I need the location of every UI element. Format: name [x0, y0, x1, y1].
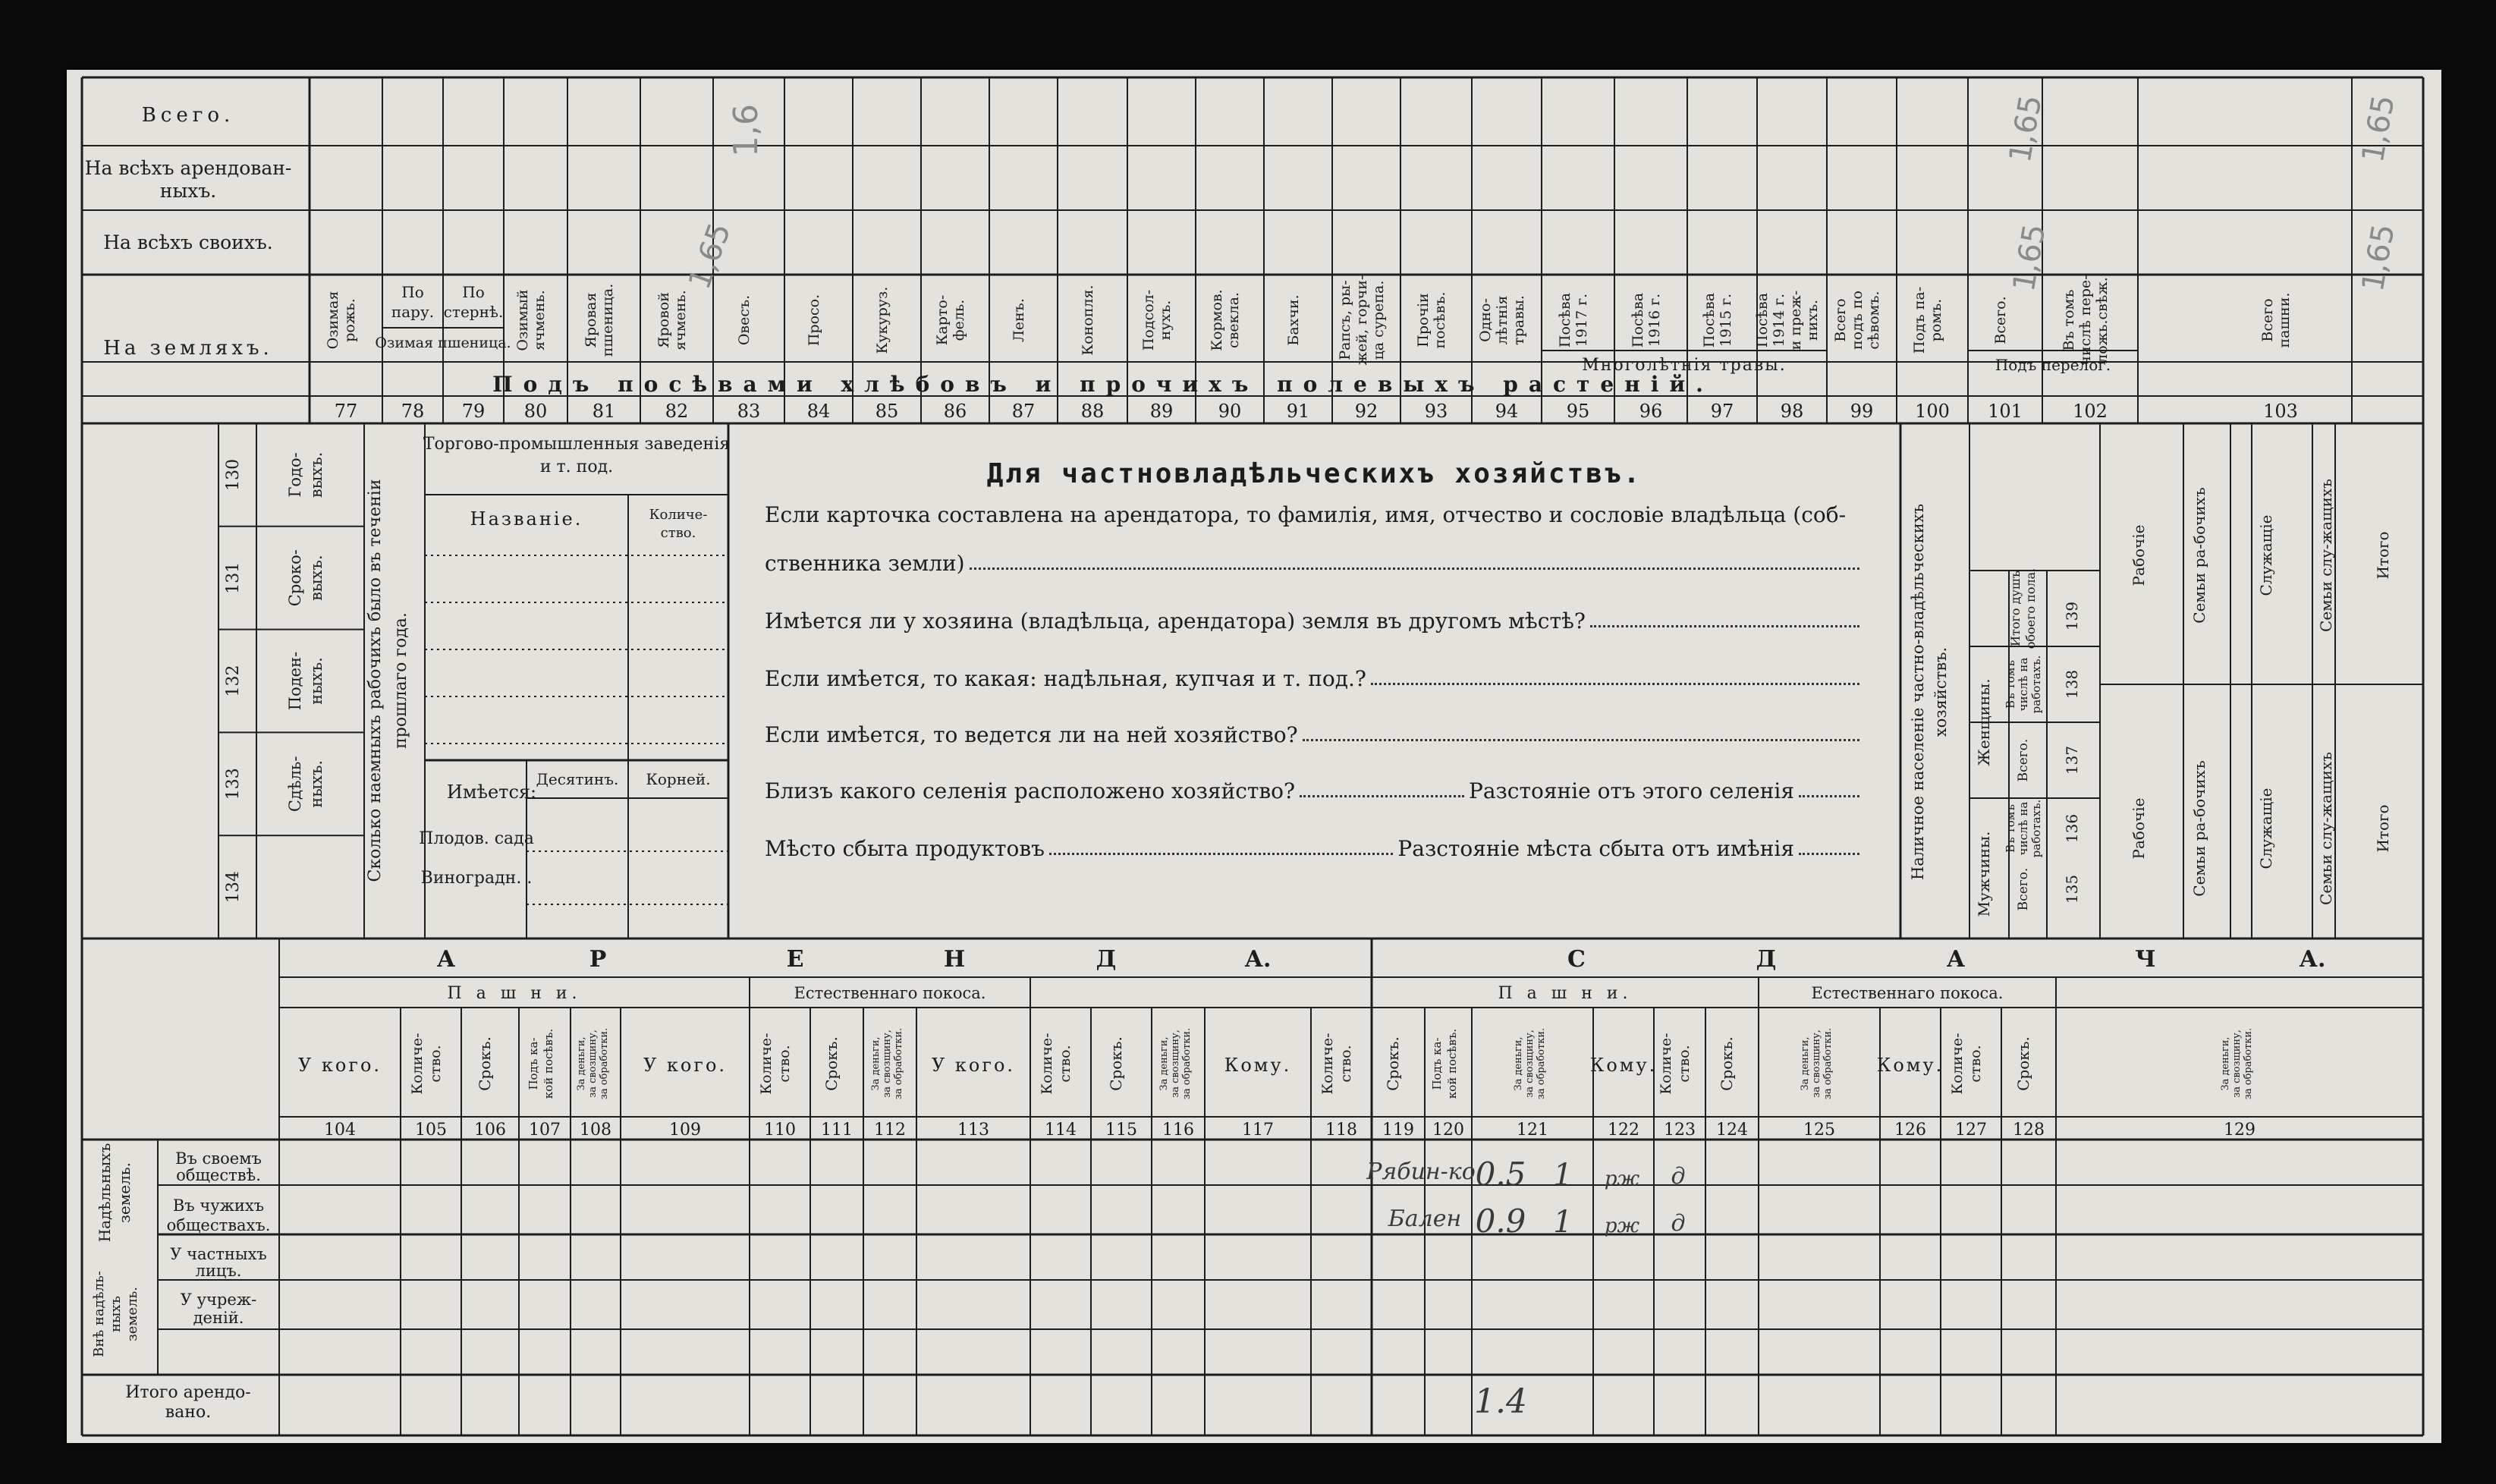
lease-header-who: У кого.: [643, 1055, 728, 1076]
trade-vineyards-label: Виноградн. .: [420, 869, 533, 888]
crop-header-fallow: Подъ перелог.: [1995, 356, 2111, 374]
lease-header-money: за обработки.: [599, 1027, 610, 1100]
crop-header-c95: 1917 г.: [1573, 293, 1590, 347]
crop-header-c85: Кукуруз.: [874, 286, 891, 354]
row-institutions-2: деній.: [193, 1309, 244, 1327]
question-owner-cont: [765, 551, 1864, 576]
column-number-77: 77: [334, 401, 358, 422]
lease-column-number-129: 129: [2224, 1121, 2256, 1140]
lease-header-crop: кой посѣвъ.: [542, 1028, 555, 1099]
question-market-distance-text: Разстояніе мѣста сбыта отъ имѣнія: [1397, 836, 1794, 861]
crop-header-c78: По: [401, 283, 424, 301]
crop-header-c77: Озимая: [325, 291, 341, 350]
column-number-89: 89: [1149, 401, 1174, 422]
column-number-80: 80: [523, 401, 548, 422]
crop-header-c91: Бахчи.: [1285, 294, 1302, 346]
answer-line-land-type[interactable]: [1371, 683, 1859, 685]
crop-header-c82: Яровой: [655, 292, 672, 348]
crop-header-c89: Подсол-: [1140, 289, 1157, 351]
crop-header-winter-wheat: Озимая пшеница.: [375, 335, 511, 351]
population-col-bottom-4: Итого: [2374, 804, 2392, 853]
column-number-94: 94: [1495, 401, 1519, 422]
trade-qty-header-2: ство.: [660, 525, 696, 541]
crop-header-c98: и преж-: [1787, 290, 1804, 351]
answer-line-distance[interactable]: [1799, 795, 1859, 797]
population-col-top-4: Итого: [2374, 531, 2392, 580]
column-number-83: 83: [737, 401, 761, 422]
lease-column-number-106: 106: [474, 1121, 506, 1140]
pencil-note-col99-own: 1,65: [2006, 221, 2053, 294]
column-number-96: 96: [1639, 401, 1663, 422]
crop-header-c93: Прочіи: [1415, 293, 1432, 347]
lease-column-number-124: 124: [1716, 1121, 1748, 1140]
crop-header-c94: травы.: [1510, 295, 1527, 345]
handwritten-terms-2: д: [1671, 1210, 1686, 1237]
lease-header-qty: Количе-: [1319, 1033, 1336, 1095]
row-non-nadel-group: земель.: [124, 1286, 140, 1342]
row-other-community: Въ чужихъ: [172, 1196, 265, 1215]
lease-header-money: За деньги,: [1800, 1036, 1811, 1091]
crop-header-c102: ложь.свѣж.: [2094, 277, 2111, 363]
crop-header-c96: Посѣва: [1630, 292, 1646, 348]
crop-header-c94: лѣтнія: [1494, 295, 1510, 345]
crop-header-c103: пашни.: [2276, 292, 2293, 348]
lease-header-who: У кого.: [931, 1055, 1016, 1076]
crop-header-c97: 1915 г.: [1718, 293, 1734, 347]
lease-header-money: За деньги,: [576, 1036, 587, 1091]
lease-header-qty: Количе-: [1658, 1033, 1674, 1095]
pencil-note-col99: 1,65: [2002, 92, 2049, 165]
population-col-138: 138: [2063, 669, 2081, 700]
sublease-meadow-header: Естественнаго покоса.: [1811, 984, 2004, 1002]
band-sdacha-letter: Ч: [2135, 946, 2156, 973]
row-nadel-group: Надѣльныхъ: [96, 1143, 114, 1243]
worker-type-label: Поден-: [286, 651, 304, 711]
worker-col-number-131: 131: [224, 561, 243, 594]
population-col-136: 136: [2063, 813, 2081, 844]
population-men-label: Мужчины.: [1975, 831, 1993, 917]
lease-column-number-115: 115: [1105, 1121, 1137, 1140]
lease-header-qty: ство.: [1967, 1045, 1984, 1083]
lease-header-money: за обработки.: [893, 1027, 904, 1100]
population-title: Наличное населеніе частно-владѣльческихъ: [1909, 503, 1927, 881]
lease-column-number-111: 111: [821, 1121, 853, 1140]
question-land-type-text: Если имѣется, то какая: надѣльная, купчая и т. под.?: [765, 666, 1366, 691]
population-men-workers: Въ томъ: [2004, 804, 2017, 853]
lease-column-number-122: 122: [1608, 1121, 1639, 1140]
lease-header-money: за обработки.: [2243, 1027, 2254, 1100]
question-village-text: Близъ какого селенія расположено хозяйство?: [765, 778, 1296, 803]
population-col-top-3: Семьи слу-жащихъ: [2317, 479, 2335, 632]
crop-header-c97: Посѣва: [1701, 292, 1718, 348]
trade-header: Торгово-промышленныя заведенія: [423, 435, 731, 454]
column-number-95: 95: [1566, 401, 1590, 422]
row-private-persons: У частныхъ: [170, 1245, 267, 1263]
lease-arable-header: П а ш н и.: [447, 984, 582, 1003]
population-col-top-2: Служащіе: [2257, 514, 2275, 596]
population-col-139: 139: [2063, 601, 2081, 631]
lease-column-number-119: 119: [1382, 1121, 1414, 1140]
crop-header-c87: Ленъ.: [1011, 298, 1027, 342]
column-number-91: 91: [1286, 401, 1310, 422]
crop-header-c96: 1916 г.: [1646, 293, 1663, 347]
row-own-community-2: обществѣ.: [176, 1166, 261, 1184]
lease-header-term: Срокъ.: [1107, 1036, 1125, 1091]
lease-column-number-118: 118: [1325, 1121, 1357, 1140]
handwritten-qty-2: 0.9: [1475, 1203, 1526, 1240]
answer-line-other-land[interactable]: [1590, 625, 1859, 627]
column-number-82: 82: [665, 401, 689, 422]
crop-header-c92: жей, горчи-: [1353, 275, 1370, 366]
pencil-note-col103-own: 1,65: [2355, 221, 2402, 294]
worker-type-label: ныхъ.: [307, 657, 325, 705]
answer-line-village[interactable]: [1300, 795, 1464, 797]
column-number-102: 102: [2073, 401, 2108, 422]
column-number-99: 99: [1850, 401, 1874, 422]
population-men-total: Всего.: [2016, 867, 2031, 911]
census-card-sheet: [67, 70, 2441, 1443]
lease-header-term: Срокъ.: [476, 1036, 494, 1091]
pencil-note-col103: 1,65: [2355, 92, 2402, 165]
crop-header-c81: пшеница.: [599, 283, 616, 357]
crop-header-c99: Всего: [1832, 298, 1849, 342]
lease-header-term: Срокъ.: [1718, 1036, 1736, 1091]
question-market: [765, 836, 1864, 861]
lease-header-qty: ство.: [1676, 1045, 1693, 1083]
sublease-arable-header: П а ш н и.: [1498, 984, 1633, 1003]
population-women-workers: работахъ.: [2029, 655, 2043, 714]
lease-header-qty: Количе-: [409, 1033, 426, 1095]
question-owner-text: Если карточка составлена на арендатора, то фамилія, имя, отчество и сословіе владѣльца (соб-: [765, 502, 1847, 527]
column-number-103: 103: [2263, 401, 2298, 422]
row-non-nadel-group: ныхъ: [108, 1296, 124, 1332]
lease-header-qty: Количе-: [1949, 1033, 1966, 1095]
handwritten-name-2: Бален: [1388, 1206, 1462, 1232]
band-sdacha-letter: С: [1567, 946, 1586, 973]
crop-header-c93: посѣвъ.: [1432, 291, 1448, 349]
crop-header-c83: Овесъ.: [736, 294, 753, 346]
worker-type-label: выхъ.: [307, 555, 325, 601]
lease-header-money: За деньги,: [1158, 1036, 1170, 1091]
answer-line-market-distance[interactable]: [1799, 853, 1859, 855]
lease-header-crop: Подъ ка-: [1430, 1037, 1444, 1090]
trade-orchards-label: Плодов. сада: [419, 829, 534, 848]
row-label-all-own: На всѣхъ своихъ.: [103, 231, 273, 253]
workers-question: Сколько наемныхъ рабочихъ было въ теченіи: [366, 479, 385, 882]
population-total-souls: Итого душъ: [2008, 571, 2023, 646]
question-market-text: Мѣсто сбыта продуктовъ: [765, 836, 1045, 861]
trade-header-2: и т. под.: [539, 457, 614, 476]
lease-column-number-120: 120: [1432, 1121, 1464, 1140]
population-total-souls: обоего пола.: [2023, 568, 2038, 649]
trade-name-header: Названіе.: [470, 508, 583, 530]
population-col-bottom-2: Служащіе: [2257, 788, 2275, 869]
handwritten-total-qty: 1.4: [1474, 1382, 1527, 1421]
population-col-top-0: Рабочіе: [2130, 524, 2148, 586]
column-number-93: 93: [1424, 401, 1448, 422]
worker-col-number-132: 132: [224, 665, 243, 697]
lease-header-term: Срокъ.: [822, 1036, 841, 1091]
worker-type-label: выхъ.: [307, 451, 325, 498]
column-number-81: 81: [592, 401, 616, 422]
lease-header-money: за свозщину,: [2231, 1030, 2243, 1098]
crop-header-c102: Въ томъ: [2061, 289, 2077, 351]
lease-column-number-123: 123: [1664, 1121, 1696, 1140]
population-title: хозяйствъ.: [1932, 646, 1950, 737]
worker-type-label: Годо-: [286, 452, 304, 498]
band-under-crops: Подъ посѣвами хлѣбовъ и прочихъ полевыхъ растеній.: [492, 372, 1714, 397]
population-women-label: Женщины.: [1975, 678, 1993, 766]
lease-header-who: Кому.: [1589, 1055, 1658, 1076]
workers-question: прошлаго года.: [391, 612, 410, 749]
worker-col-number-130: 130: [224, 458, 243, 491]
lease-header-qty: ство.: [427, 1045, 444, 1083]
crop-header-c90: Кормов.: [1209, 289, 1225, 351]
population-col-135: 135: [2063, 874, 2081, 904]
lease-header-term: Срокъ.: [2014, 1036, 2032, 1091]
lease-column-number-126: 126: [1894, 1121, 1926, 1140]
crop-header-c98: Посѣва: [1754, 292, 1771, 348]
lease-header-money: за свозщину,: [882, 1030, 893, 1098]
lease-header-money: За деньги,: [870, 1036, 882, 1091]
lease-column-number-105: 105: [415, 1121, 447, 1140]
row-institutions: У учреж-: [180, 1291, 257, 1309]
lease-header-who: Кому.: [1876, 1055, 1944, 1076]
handwritten-qty-1: 0.5: [1475, 1155, 1526, 1193]
crop-header-c99: подъ по: [1849, 290, 1866, 351]
crop-header-c89: нухъ.: [1157, 300, 1174, 341]
band-arenda-letter: Д: [1096, 946, 1117, 973]
column-number-87: 87: [1011, 401, 1036, 422]
question-farming: [765, 722, 1864, 747]
lease-header-who: Кому.: [1224, 1055, 1292, 1076]
lease-column-number-113: 113: [957, 1121, 989, 1140]
question-owner: [765, 502, 1864, 527]
answer-line-farming[interactable]: [1303, 739, 1859, 741]
population-col-137: 137: [2063, 745, 2081, 775]
worker-type-label: ныхъ.: [307, 760, 325, 808]
population-women-workers: Въ томъ: [2004, 660, 2017, 709]
lease-column-number-109: 109: [669, 1121, 701, 1140]
lease-header-term: Срокъ.: [1384, 1036, 1402, 1091]
lease-column-number-125: 125: [1803, 1121, 1835, 1140]
population-women-total: Всего.: [2016, 738, 2031, 782]
trade-dessiat-header: Десятинъ.: [536, 770, 619, 788]
column-number-85: 85: [875, 401, 899, 422]
handwritten-term-2: 1: [1553, 1205, 1573, 1240]
band-arenda-letter: А: [436, 946, 456, 973]
crop-header-c88: Конопля.: [1080, 285, 1096, 356]
lease-header-money: за свозщину,: [1170, 1030, 1181, 1098]
row-nadel-group: земель.: [115, 1162, 134, 1224]
lease-header-qty: ство.: [776, 1045, 793, 1083]
worker-col-number-134: 134: [224, 871, 243, 904]
lease-header-money: за обработки.: [1822, 1027, 1834, 1100]
row-total-leased: Итого арендо-: [125, 1383, 251, 1402]
crop-header-c101: Всего.: [1992, 296, 2009, 344]
handwritten-terms-1: д: [1671, 1163, 1686, 1190]
column-number-98: 98: [1780, 401, 1804, 422]
worker-type-label: Сдѣль-: [286, 756, 304, 813]
lease-header-qty: ство.: [1057, 1045, 1074, 1083]
column-number-86: 86: [943, 401, 967, 422]
crop-header-c77: рожь.: [341, 298, 358, 342]
crop-header-c79: По: [462, 283, 485, 301]
column-number-101: 101: [1988, 401, 2023, 422]
lease-column-number-108: 108: [580, 1121, 611, 1140]
lease-column-number-116: 116: [1162, 1121, 1194, 1140]
lease-meadow-header: Естественнаго покоса.: [794, 984, 986, 1002]
lease-column-number-107: 107: [529, 1121, 561, 1140]
worker-col-number-133: 133: [224, 768, 243, 800]
row-label-total: Всего.: [141, 104, 235, 127]
crop-header-c82: ячмень.: [672, 290, 689, 351]
trade-has-label: Имѣется:: [446, 781, 537, 803]
band-arenda-letter: А.: [1244, 946, 1272, 973]
crop-header-c102: числѣ пере-: [2077, 275, 2094, 366]
crop-header-c95: Посѣва: [1557, 292, 1573, 348]
trade-qty-header: Количе-: [649, 507, 708, 523]
population-men-workers: работахъ.: [2029, 799, 2043, 858]
population-col-bottom-1: Семьи ра-бочихъ: [2190, 760, 2208, 897]
band-arenda-letter: Р: [589, 946, 607, 973]
crop-header-c86: Карто-: [934, 294, 951, 346]
lease-column-number-104: 104: [324, 1121, 356, 1140]
crop-header-c80: ячмень.: [531, 290, 548, 351]
lease-header-money: За деньги,: [2220, 1036, 2231, 1091]
handwritten-crop-2: рж: [1604, 1215, 1640, 1237]
band-arenda-letter: Н: [943, 946, 966, 973]
lease-header-who: У кого.: [297, 1055, 382, 1076]
column-number-88: 88: [1080, 401, 1105, 422]
population-men-workers: числѣ на: [2017, 801, 2030, 856]
crop-header-c92: Рапсъ, ры-: [1337, 280, 1353, 360]
lease-header-qty: ство.: [1338, 1045, 1354, 1083]
question-other-land-text: Имѣется ли у хозяина (владѣльца, арендатора) земля въ другомъ мѣстѣ?: [765, 608, 1586, 634]
crop-header-c84: Просо.: [806, 294, 822, 347]
crop-header-c103: Всего: [2259, 298, 2276, 342]
row-non-nadel-group: Внѣ надѣль-: [91, 1271, 107, 1357]
column-number-100: 100: [1915, 401, 1950, 422]
question-distance-text: Разстояніе отъ этого селенія: [1469, 778, 1794, 803]
crop-header-c98: 1914 г.: [1771, 293, 1787, 347]
population-col-top-1: Семьи ра-бочихъ: [2190, 487, 2208, 624]
worker-type-label: Сроко-: [286, 549, 304, 607]
handwritten-name-1: Рябин-ко: [1366, 1159, 1476, 1185]
crop-header-c90: свекла.: [1225, 292, 1242, 348]
band-sdacha-letter: А: [1946, 946, 1966, 973]
row-other-community-2: обществахъ.: [166, 1216, 271, 1234]
row-own-community: Въ своемъ: [175, 1149, 262, 1168]
crop-header-perennial: Многолѣтнія травы.: [1582, 356, 1787, 375]
lease-header-crop: кой посѣвъ.: [1445, 1028, 1459, 1099]
lease-header-qty: Количе-: [758, 1033, 775, 1095]
question-farming-text: Если имѣется, то ведется ли на ней хозяйство?: [765, 722, 1298, 747]
crop-header-c99: сѣвомъ.: [1866, 291, 1882, 350]
lease-header-money: за свозщину,: [1811, 1030, 1822, 1098]
column-number-84: 84: [806, 401, 831, 422]
trade-roots-header: Корней.: [646, 770, 711, 788]
lease-header-money: за свозщину,: [1524, 1030, 1536, 1098]
population-col-bottom-3: Семьи слу-жащихъ: [2317, 752, 2335, 905]
pencil-note-total: 1,6: [727, 104, 765, 157]
answer-line-owner[interactable]: [970, 568, 1859, 570]
column-number-90: 90: [1218, 401, 1242, 422]
lease-column-number-114: 114: [1045, 1121, 1077, 1140]
handwritten-crop-1: рж: [1604, 1168, 1640, 1190]
answer-line-market[interactable]: [1049, 853, 1393, 855]
column-number-97: 97: [1710, 401, 1734, 422]
band-sdacha-letter: Д: [1756, 946, 1777, 973]
pencil-note-own: 1,65: [681, 218, 738, 294]
question-land-type: [765, 666, 1864, 691]
crop-header-c100: Подъ па-: [1911, 286, 1928, 354]
crop-header-c100: ромъ.: [1928, 298, 1944, 342]
crop-header-c92: ца сурепа.: [1370, 280, 1387, 360]
lease-header-money: за свозщину,: [587, 1030, 599, 1098]
crop-header-c98: нихъ.: [1804, 299, 1821, 341]
column-number-78: 78: [401, 401, 425, 422]
row-label-on-land: На земляхъ.: [103, 337, 273, 360]
lease-column-number-121: 121: [1517, 1121, 1548, 1140]
crop-header-c79-2: стернѣ.: [443, 303, 504, 321]
crop-header-c78-2: пару.: [391, 303, 435, 321]
column-number-79: 79: [461, 401, 486, 422]
question-village: [765, 778, 1864, 803]
crop-header-c86: фель.: [951, 299, 967, 341]
band-arenda-letter: Е: [786, 946, 804, 973]
population-col-bottom-0: Рабочіе: [2130, 797, 2148, 860]
question-owner-text2: ственника земли): [765, 551, 965, 576]
band-sdacha-letter: А.: [2299, 946, 2326, 973]
column-number-92: 92: [1354, 401, 1378, 422]
lease-column-number-110: 110: [764, 1121, 796, 1140]
lease-header-money: за обработки.: [1536, 1027, 1547, 1100]
row-total-leased-2: вано.: [165, 1403, 212, 1422]
private-block-title: Для частновладѣльческихъ хозяйствъ.: [986, 458, 1643, 489]
lease-column-number-127: 127: [1955, 1121, 1987, 1140]
lease-header-crop: Подъ ка-: [527, 1037, 540, 1090]
crop-header-c94: Одно-: [1477, 298, 1494, 342]
lease-header-money: За деньги,: [1513, 1036, 1524, 1091]
lease-header-money: за обработки.: [1181, 1027, 1193, 1100]
row-private-persons-2: лицъ.: [195, 1262, 242, 1280]
row-label-all-rented: На всѣхъ арендован-: [84, 157, 292, 179]
crop-header-c81: Яровая: [583, 292, 599, 348]
lease-column-number-128: 128: [2013, 1121, 2045, 1140]
population-women-workers: числѣ на: [2017, 657, 2030, 712]
lease-column-number-112: 112: [874, 1121, 906, 1140]
handwritten-term-1: 1: [1553, 1158, 1573, 1193]
crop-header-c80: Озимый: [514, 289, 531, 351]
lease-column-number-117: 117: [1242, 1121, 1274, 1140]
row-label-all-rented-2: ныхъ.: [159, 180, 217, 202]
question-other-land: [765, 608, 1864, 634]
lease-header-qty: Количе-: [1039, 1033, 1055, 1095]
private-farms-block: [728, 435, 1900, 1012]
